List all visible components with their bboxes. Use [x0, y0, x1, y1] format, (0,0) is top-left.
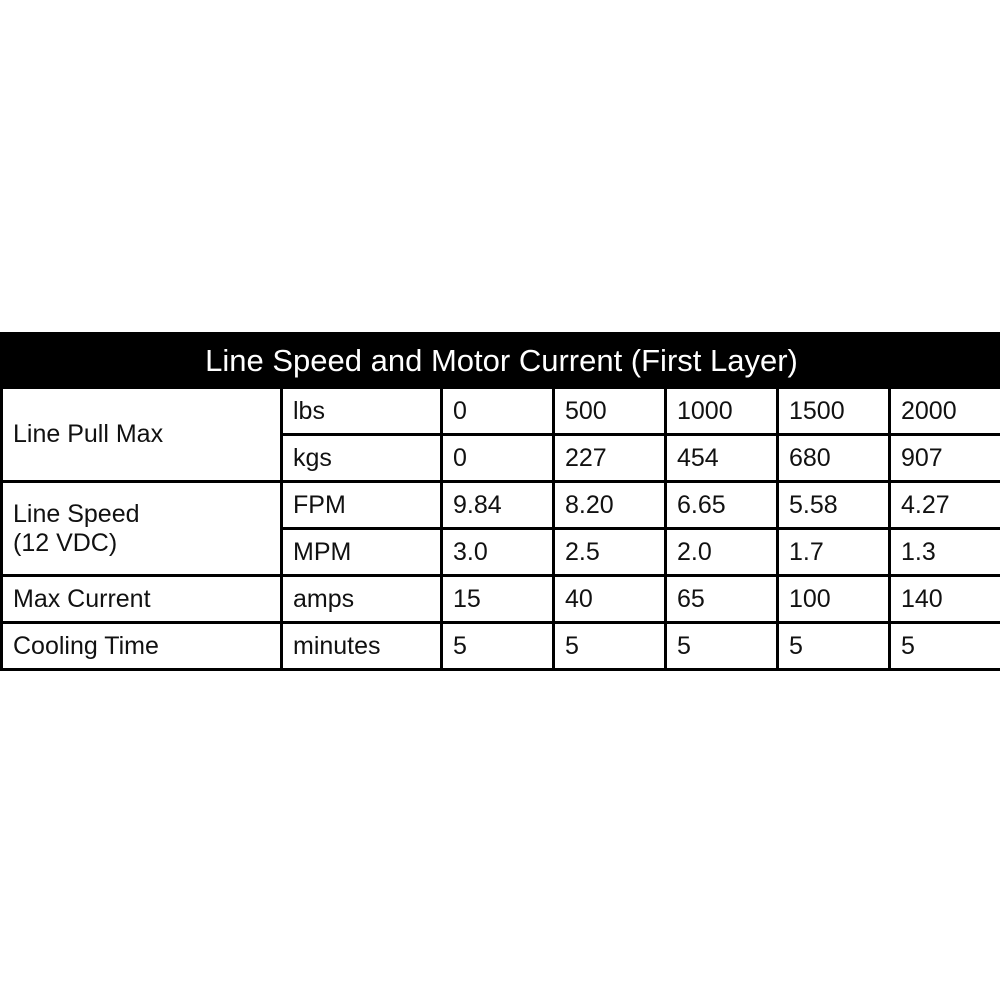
cell-value: 0	[442, 388, 554, 435]
cell-value: 1000	[666, 388, 778, 435]
cell-value: 680	[778, 435, 890, 482]
cell-value: 2000	[890, 388, 1000, 435]
cell-value: 5	[554, 623, 666, 670]
cell-value: 140	[890, 576, 1000, 623]
row-unit-minutes: minutes	[282, 623, 442, 670]
cell-value: 1500	[778, 388, 890, 435]
cell-value: 65	[666, 576, 778, 623]
cell-value: 907	[890, 435, 1000, 482]
cell-value: 8.20	[554, 482, 666, 529]
row-label-line-pull-max: Line Pull Max	[2, 388, 282, 482]
row-label-line-speed-line1: Line Speed	[13, 499, 140, 528]
row-label-cooling-time: Cooling Time	[2, 623, 282, 670]
row-unit-lbs: lbs	[282, 388, 442, 435]
row-label-line-speed-line2: (12 VDC)	[13, 528, 118, 557]
cell-value: 6.65	[666, 482, 778, 529]
row-unit-fpm: FPM	[282, 482, 442, 529]
table-row	[2, 388, 1000, 435]
cell-value: 5	[890, 623, 1000, 670]
cell-value: 15	[442, 576, 554, 623]
cell-value: 5.58	[778, 482, 890, 529]
table-row	[2, 576, 1000, 623]
row-unit-kgs: kgs	[282, 435, 442, 482]
cell-value: 40	[554, 576, 666, 623]
cell-value: 454	[666, 435, 778, 482]
cell-value: 2.5	[554, 529, 666, 576]
cell-value: 227	[554, 435, 666, 482]
cell-value: 5	[666, 623, 778, 670]
row-unit-amps: amps	[282, 576, 442, 623]
line-speed-motor-current-table	[0, 332, 1000, 671]
cell-value: 5	[442, 623, 554, 670]
cell-value: 5	[778, 623, 890, 670]
table-title: Line Speed and Motor Current (First Layer)	[2, 334, 1000, 388]
cell-value: 9.84	[442, 482, 554, 529]
table-row	[2, 482, 1000, 529]
cell-value: 2.0	[666, 529, 778, 576]
cell-value: 0	[442, 435, 554, 482]
cell-value: 500	[554, 388, 666, 435]
cell-value: 3.0	[442, 529, 554, 576]
spec-table-container	[0, 332, 1000, 671]
table-row	[2, 623, 1000, 670]
cell-value: 100	[778, 576, 890, 623]
row-label-max-current: Max Current	[2, 576, 282, 623]
row-unit-mpm: MPM	[282, 529, 442, 576]
cell-value: 1.3	[890, 529, 1000, 576]
table-title-row	[2, 334, 1000, 388]
cell-value: 1.7	[778, 529, 890, 576]
cell-value: 4.27	[890, 482, 1000, 529]
row-label-line-speed	[2, 482, 282, 576]
